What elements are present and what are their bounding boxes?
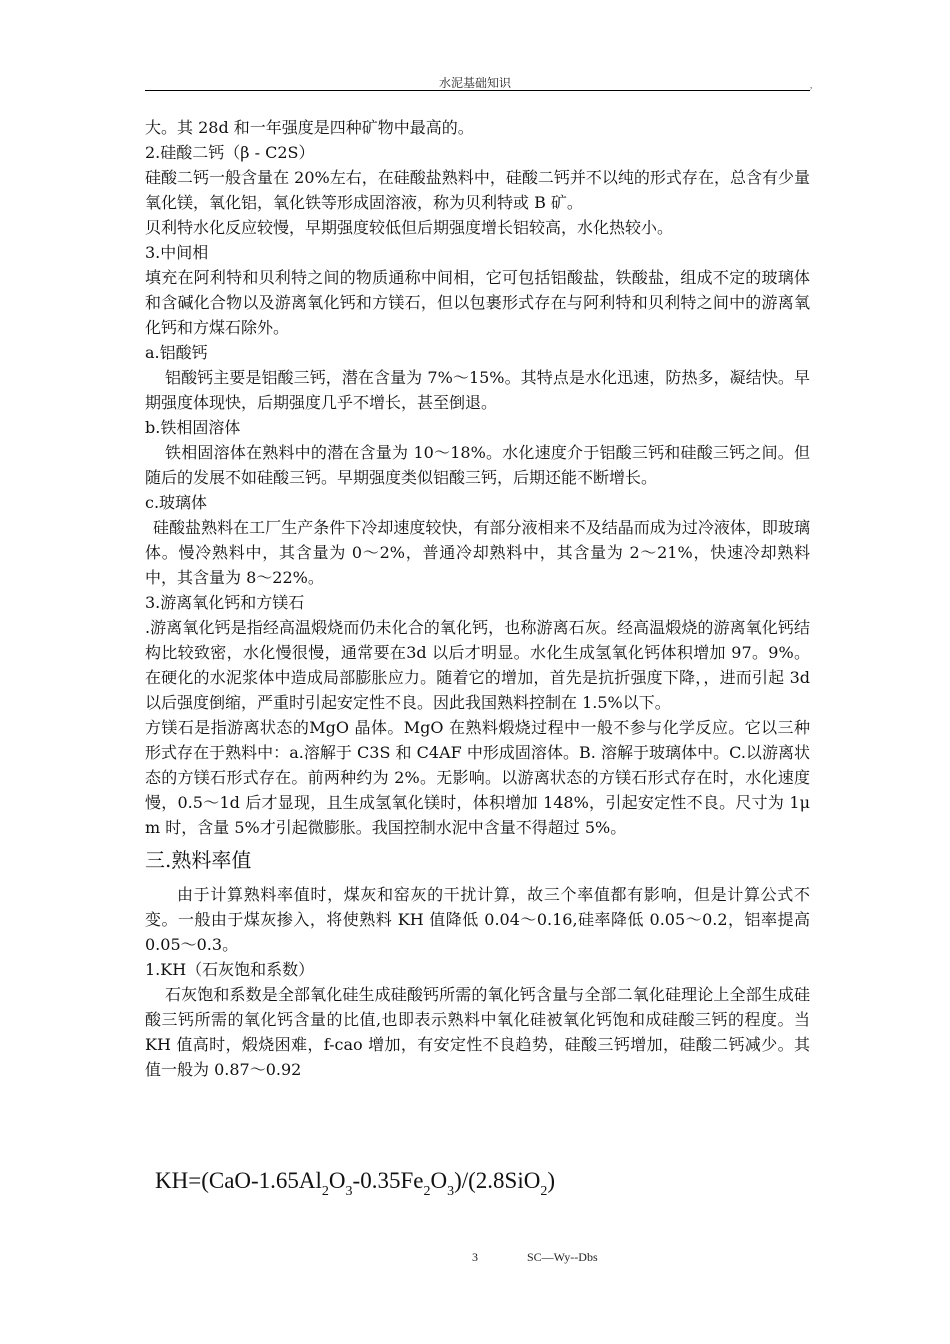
header-mark: , (810, 80, 813, 90)
paragraph: 硅酸二钙一般含量在 20%左右，在硅酸盐熟料中，硅酸二钙并不以纯的形式存在，总含有少量氧化镁，氧化铝，氧化铁等形成固溶液，称为贝利特或 B 矿。 (145, 168, 810, 212)
formula-subscript: 3 (447, 1184, 455, 1199)
document-body (145, 115, 810, 1082)
paragraph: 贝利特水化反应较慢，早期强度较低但后期强度增长铝较高，水化热较小。 (145, 218, 674, 237)
formula-part: O (430, 1168, 448, 1193)
kh-formula (155, 1168, 556, 1199)
paragraph: 填充在阿利特和贝利特之间的物质通称中间相，它可包括铝酸盐，铁酸盐，组成不定的玻璃体和含碱化合物以及游离氧化钙和方镁石，但以包裹形式存在与阿利特和贝利特之间中的游离氧化钙和方煤石除外。 (145, 268, 810, 337)
paragraph: 方镁石是指游离状态的MgO 晶体。MgO 在熟料煅烧过程中一般不参与化学反应。它以三种形式存在于熟料中：a.溶解于 C3S 和 C4AF 中形成固溶体。B. 溶解于玻璃体中。C.以游离状态的方镁石形式存在。前两种约为 2%。无影响。以游离状态的方镁石形式存在时，水化速度慢，0.5～1d 后才显现，且生成氢氧化镁时，体积增加 148%，引起安定性不良。尺寸为 1μ m 时，含量 5%才引起微膨胀。我国控制水泥中含量不得超过 5%。 (145, 718, 810, 837)
subheading: 3.中间相 (145, 243, 209, 262)
formula-part: O (328, 1168, 346, 1193)
paragraph: .游离氧化钙是指经高温煅烧而仍未化合的氧化钙，也称游离石灰。经高温煅烧的游离氧化钙结构比较致密，水化慢很慢，通常要在3d 以后才明显。水化生成氢氧化钙体积增加 97。9%。在硬化的水泥浆体中造成局部膨胀应力。随着它的增加，首先是抗折强度下降，，进而引起 3d 以后强度倒缩，严重时引起安定性不良。因此我国熟料控制在 1.5%以下。 (145, 618, 810, 712)
subheading: 1.KH（石灰饱和系数） (145, 960, 315, 979)
page-number: 3 (472, 1250, 478, 1264)
section-title: 三.熟料率值 (145, 848, 252, 872)
formula-part: )/(2.8SiO (454, 1168, 541, 1193)
formula-part: ) (547, 1168, 556, 1193)
formula-subscript: 2 (321, 1184, 329, 1199)
subheading: 3.游离氧化钙和方镁石 (145, 593, 305, 612)
subheading: b.铁相固溶体 (145, 418, 241, 437)
paragraph: 石灰饱和系数是全部氧化硅生成硅酸钙所需的氧化钙含量与全部二氧化硅理论上全部生成硅酸三钙所需的氧化钙含量的比值,也即表示熟料中氧化硅被氧化钙饱和成硅酸三钙的程度。当KH 值高时，煅烧困难，f-cao 增加，有安定性不良趋势，硅酸三钙增加，硅酸二钙减少。其值一般为 0.87～0.92 (145, 985, 810, 1079)
paragraph: 铝酸钙主要是铝酸三钙，潜在含量为 7%～15%。其特点是水化迅速，防热多，凝结快。早期强度体现快，后期强度几乎不增长，甚至倒退。 (145, 368, 810, 412)
footer-code: SC—Wy--Dbs (527, 1250, 598, 1264)
subheading: 2.硅酸二钙（β - C2S） (145, 143, 315, 162)
header-title: 水泥基础知识 (438, 76, 511, 90)
header-rule (145, 90, 810, 91)
formula-subscript: 2 (540, 1184, 548, 1199)
paragraph: 大。其 28d 和一年强度是四种矿物中最高的。 (145, 118, 474, 137)
formula-subscript: 2 (423, 1184, 431, 1199)
formula-subscript: 3 (345, 1184, 353, 1199)
formula-part: -0.35Fe (352, 1168, 424, 1193)
subheading: c.玻璃体 (145, 493, 208, 512)
paragraph: 由于计算熟料率值时，煤灰和窑灰的干扰计算，故三个率值都有影响，但是计算公式不变。一般由于煤灰掺入，将使熟料 KH 值降低 0.04～0.16,硅率降低 0.05～0.2，铝率提高 0.05～0.3。 (145, 885, 810, 954)
formula-part: KH=(CaO-1.65Al (155, 1168, 322, 1193)
subheading: a.铝酸钙 (145, 343, 208, 362)
paragraph: 硅酸盐熟料在工厂生产条件下冷却速度较快，有部分液相来不及结晶而成为过冷液体，即玻璃体。慢冷熟料中，其含量为 0～2%，普通冷却熟料中，其含量为 2～21%，快速冷却熟料中，其含量为 8～22%。 (145, 518, 810, 587)
paragraph: 铁相固溶体在熟料中的潜在含量为 10～18%。水化速度介于铝酸三钙和硅酸三钙之间。但随后的发展不如硅酸三钙。早期强度类似铝酸三钙，后期还能不断增长。 (145, 443, 810, 487)
